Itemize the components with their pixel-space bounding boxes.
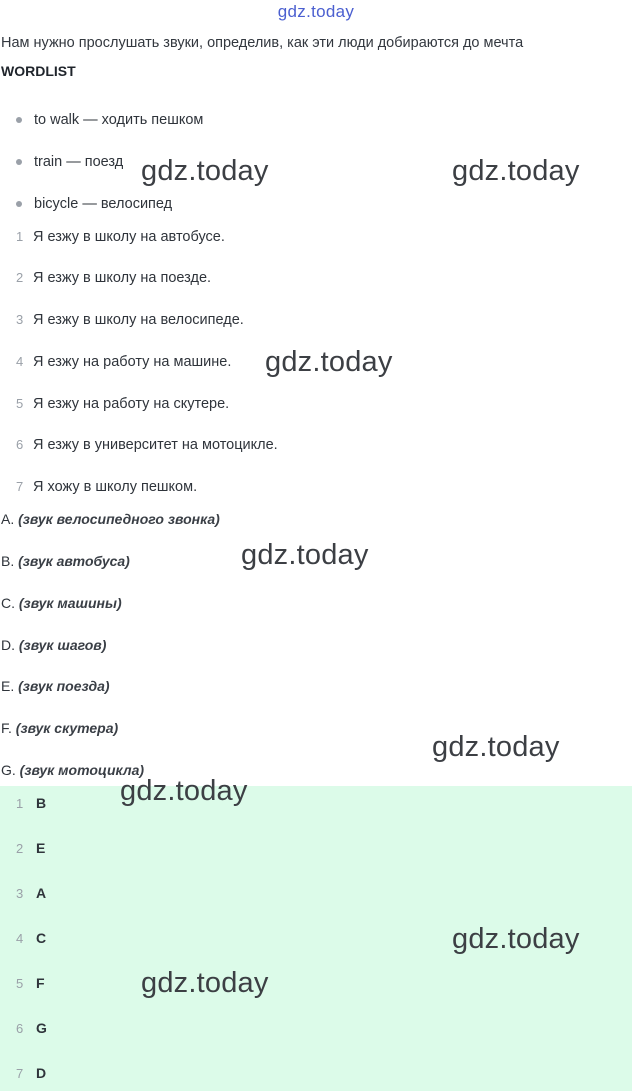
- answer-row: 4 C: [16, 930, 47, 946]
- sentence-item: 5 Я езжу на работу на скутере.: [16, 396, 230, 412]
- watermark: gdz.today: [265, 346, 393, 378]
- sound-option: D. (звук шагов): [1, 637, 107, 653]
- wordlist-item: to walk — ходить пешком: [16, 112, 203, 128]
- watermark: gdz.today: [241, 539, 369, 571]
- site-logo[interactable]: gdz.today: [277, 2, 355, 21]
- sentence-item: 1 Я езжу в школу на автобусе.: [16, 229, 225, 245]
- sound-option: C. (звук машины): [1, 595, 122, 611]
- answer-row: 7 D: [16, 1065, 47, 1081]
- answer-row: 2 E: [16, 840, 46, 856]
- watermark: gdz.today: [432, 731, 560, 763]
- sound-option: G. (звук мотоцикла): [1, 762, 145, 778]
- sound-option: E. (звук поезда): [1, 678, 110, 694]
- answer-row: 1 B: [16, 795, 47, 811]
- bullet-icon: [16, 117, 22, 123]
- answer-row: 3 A: [16, 885, 47, 901]
- wordlist-item: bicycle — велосипед: [16, 196, 172, 212]
- sentence-item: 4 Я езжу на работу на машине.: [16, 354, 232, 370]
- watermark: gdz.today: [452, 155, 580, 187]
- watermark: gdz.today: [141, 967, 269, 999]
- answer-row: 5 F: [16, 975, 45, 991]
- watermark: gdz.today: [120, 775, 248, 807]
- sound-option: B. (звук автобуса): [1, 553, 130, 569]
- sentence-item: 6 Я езжу в университет на мотоцикле.: [16, 437, 278, 453]
- wordlist-heading: WORDLIST: [1, 63, 76, 79]
- watermark: gdz.today: [141, 155, 269, 187]
- bullet-icon: [16, 201, 22, 207]
- sound-option: F. (звук скутера): [1, 720, 119, 736]
- answer-row: 6 G: [16, 1020, 47, 1036]
- sentence-item: 2 Я езжу в школу на поезде.: [16, 270, 212, 286]
- sentence-item: 7 Я хожу в школу пешком.: [16, 479, 198, 495]
- task-instruction: Нам нужно прослушать звуки, определив, как эти люди добираются до мечта: [1, 35, 524, 51]
- wordlist-item: train — поезд: [16, 154, 123, 170]
- bullet-icon: [16, 159, 22, 165]
- watermark: gdz.today: [452, 923, 580, 955]
- sound-option: A. (звук велосипедного звонка): [1, 511, 220, 527]
- sentence-item: 3 Я езжу в школу на велосипеде.: [16, 312, 244, 328]
